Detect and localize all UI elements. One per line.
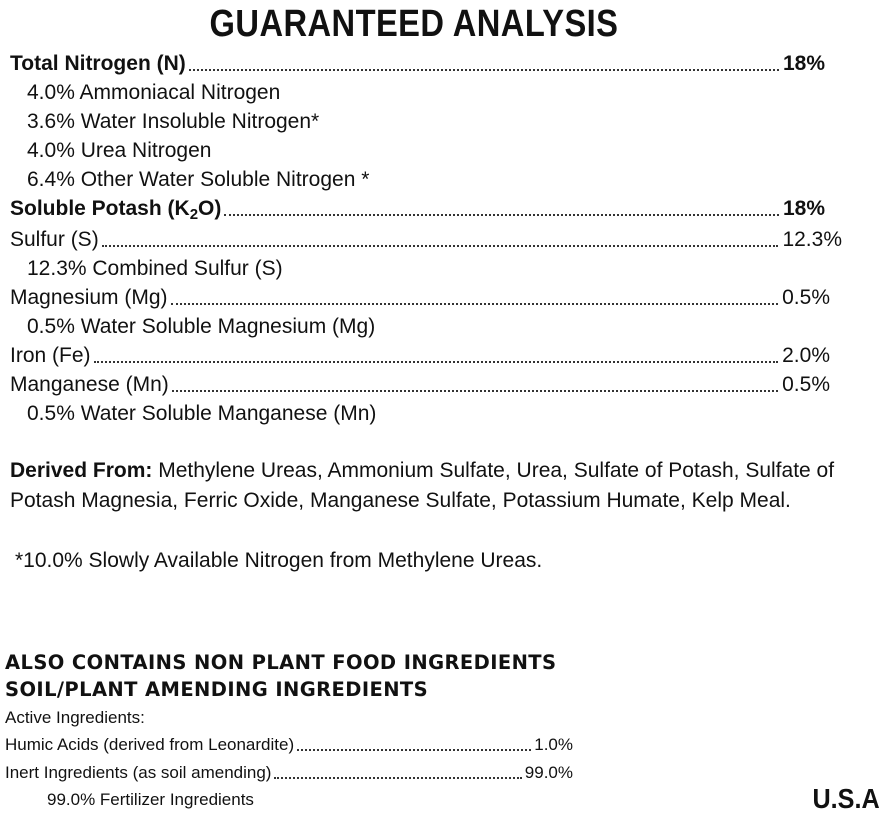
inert-label: Inert Ingredients (as soil amending) xyxy=(5,763,272,782)
origin-mark: U.S.A xyxy=(812,783,880,814)
nitrogen-sub-item: 3.6% Water Insoluble Nitrogen* xyxy=(27,110,320,133)
leader-dots xyxy=(189,69,779,71)
magnesium-row xyxy=(10,285,830,311)
leader-dots xyxy=(297,749,531,751)
potash-value: 18% xyxy=(782,197,825,220)
sulfur-label: Sulfur (S) xyxy=(10,228,99,251)
nitrogen-sub-item: 6.4% Other Water Soluble Nitrogen * xyxy=(27,168,370,191)
manganese-row xyxy=(10,372,830,398)
iron-row xyxy=(10,343,830,369)
humic-row xyxy=(5,734,573,756)
sulfur-sub-item: 12.3% Combined Sulfur (S) xyxy=(27,257,283,280)
magnesium-value: 0.5% xyxy=(782,286,830,309)
iron-value: 2.0% xyxy=(782,344,830,367)
footnote: *10.0% Slowly Available Nitrogen from Methylene Ureas. xyxy=(15,549,543,572)
potash-label-suffix: O) xyxy=(198,197,222,220)
potash-label-prefix: Soluble Potash (K xyxy=(10,197,190,220)
leader-dots xyxy=(171,303,779,305)
humic-label: Humic Acids (derived from Leonardite) xyxy=(5,735,295,754)
derived-from-label: Derived From: xyxy=(10,459,153,482)
leader-dots xyxy=(274,777,521,779)
manganese-label: Manganese (Mn) xyxy=(10,373,169,396)
derived-from-text: Methylene Ureas, Ammonium Sulfate, Urea, Sulfate of Potash, Sulfate of Potash Magnesia, Ferric Oxide, Manganese Sulfate, Potassium Humate, Kelp Meal. xyxy=(10,459,835,512)
inert-value: 99.0% xyxy=(524,763,573,782)
inert-row xyxy=(5,762,573,784)
iron-label: Iron (Fe) xyxy=(10,344,91,367)
leader-dots xyxy=(172,390,778,392)
leader-dots xyxy=(94,361,779,363)
amending-heading: SOIL/PLANT AMENDING INGREDIENTS xyxy=(5,678,429,701)
magnesium-label: Magnesium (Mg) xyxy=(10,286,168,309)
nitrogen-value: 18% xyxy=(782,52,825,75)
sulfur-value: 12.3% xyxy=(782,228,842,251)
inert-sub-item: 99.0% Fertilizer Ingredients xyxy=(47,790,254,809)
nitrogen-label: Total Nitrogen (N) xyxy=(10,52,186,75)
manganese-sub-item: 0.5% Water Soluble Manganese (Mn) xyxy=(27,402,377,425)
active-ingredients-label: Active Ingredients: xyxy=(5,708,145,727)
humic-value: 1.0% xyxy=(534,735,573,754)
manganese-value: 0.5% xyxy=(782,373,830,396)
potash-label xyxy=(10,196,221,222)
magnesium-sub-item: 0.5% Water Soluble Magnesium (Mg) xyxy=(27,315,376,338)
nitrogen-sub-item: 4.0% Ammoniacal Nitrogen xyxy=(27,81,281,104)
page-title: GUARANTEED ANALYSIS xyxy=(209,3,619,45)
nitrogen-sub-item: 4.0% Urea Nitrogen xyxy=(27,139,212,162)
derived-from-paragraph xyxy=(10,456,860,516)
non-plant-heading: ALSO CONTAINS NON PLANT FOOD INGREDIENTS xyxy=(5,651,557,674)
leader-dots xyxy=(224,214,779,216)
leader-dots xyxy=(102,245,779,247)
potash-row xyxy=(10,196,825,222)
sulfur-row xyxy=(10,227,842,253)
nitrogen-row xyxy=(10,51,825,77)
potash-label-subscript: 2 xyxy=(189,206,199,223)
